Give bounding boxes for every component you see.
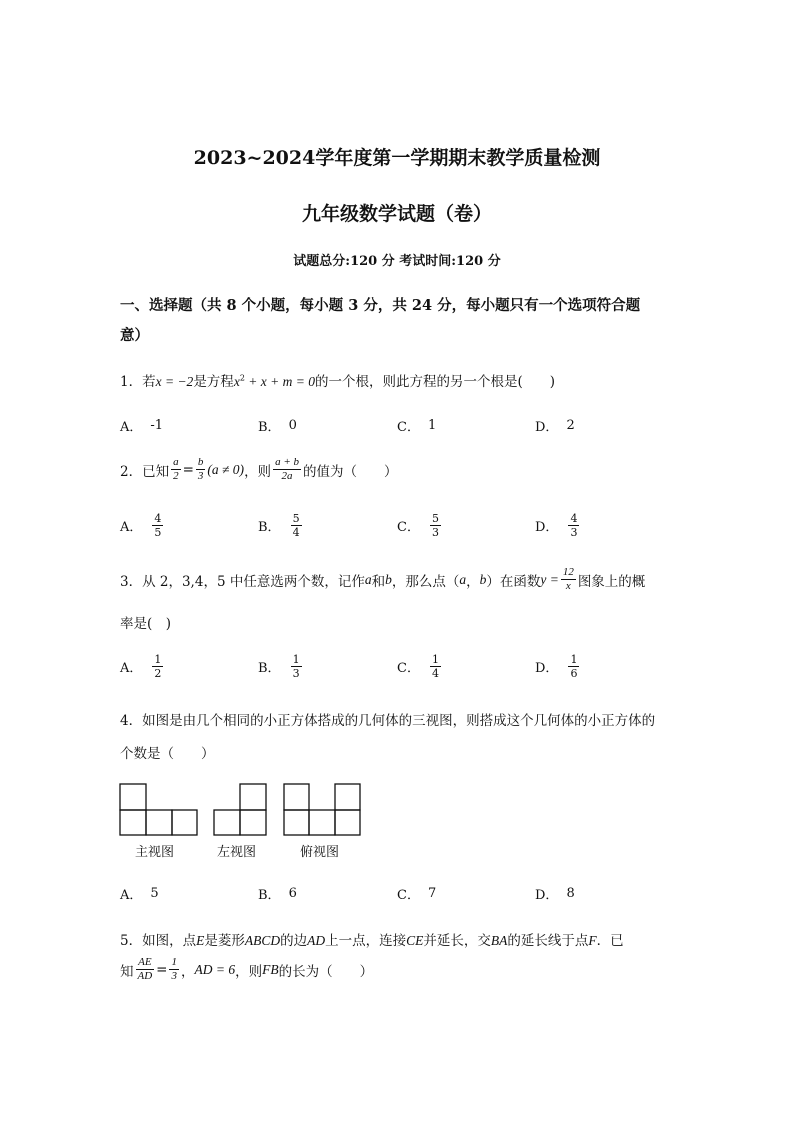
q1-option-a: A． -1 [120, 418, 164, 435]
q1-option-c: C． 1 [397, 418, 437, 435]
section-heading-cont: 意） [120, 327, 149, 344]
q1-option-b: B． 0 [258, 418, 297, 435]
top-view [284, 784, 360, 835]
q2-option-c: C． $\frac{5}{3}$ [397, 512, 439, 539]
front-view [120, 784, 197, 835]
q2-option-d: D． $\frac{4}{3}$ [535, 512, 578, 539]
q3-option-d: D． $\frac{1}{6}$ [535, 653, 578, 680]
section-heading: 一、选择题（共 8 个小题，每小题 3 分，共 24 分，每小题只有一个选项符合题 [120, 297, 641, 314]
q2-option-b: B． $\frac{5}{4}$ [258, 512, 300, 539]
question-3: 3．从 2，3,4，5 中任意选两个数，记作 a 和 b ，那么点（ a ， b ）在函数 y = $\frac{12}{x}$ 图象上的概 [120, 566, 646, 592]
question-4-cont: 个数是（ ） [120, 746, 215, 762]
caption-left-view: 左视图 [217, 845, 257, 860]
question-4: 4．如图是由几个相同的小正方体搭成的几何体的三视图，则搭成这个几何体的小正方体的 [120, 713, 656, 729]
q4-option-c: C． 7 [397, 886, 437, 903]
question-5: 5．如图，点E是菱形ABCD的边AD上一点，连接CE并延长，交BA的延长线于点F．已 [120, 933, 624, 949]
caption-top-view: 俯视图 [300, 845, 340, 860]
q3-option-b: B． $\frac{1}{3}$ [258, 653, 300, 680]
exam-title: 2023~2024学年度第一学期期末教学质量检测 [193, 147, 601, 169]
question-3-cont: 率是( ) [120, 616, 172, 632]
q4-option-d: D． 8 [535, 886, 575, 903]
q4-option-a: A． 5 [120, 886, 159, 903]
exam-info: 试题总分:120 分 考试时间:120 分 [293, 254, 501, 269]
question-2: 2．已知 $\frac{a}{2}$ = $\frac{b}{3}$ (a ≠ 0) ，则 $\frac{a + b}{2a}$ 的值为（ ） [120, 456, 398, 482]
question-5-cont: 知 $\frac{AE}{AD}$ = $\frac{1}{3}$ ， AD = 6 ，则 FB 的长为（ ） [120, 956, 374, 982]
q3-option-a: A． $\frac{1}{2}$ [120, 653, 162, 680]
three-views-figure [118, 782, 368, 838]
q1-option-d: D． 2 [535, 418, 575, 435]
q4-option-b: B． 6 [258, 886, 297, 903]
caption-front-view: 主视图 [135, 845, 175, 860]
q2-option-a: A． $\frac{4}{5}$ [120, 512, 162, 539]
left-view [214, 784, 266, 835]
q3-option-c: C． $\frac{1}{4}$ [397, 653, 439, 680]
question-1: 1．若x = −2是方程$x^2 + x + m = 0$的一个根，则此方程的另一个根是( ) [120, 373, 556, 390]
exam-subtitle: 九年级数学试题（卷） [301, 203, 492, 225]
